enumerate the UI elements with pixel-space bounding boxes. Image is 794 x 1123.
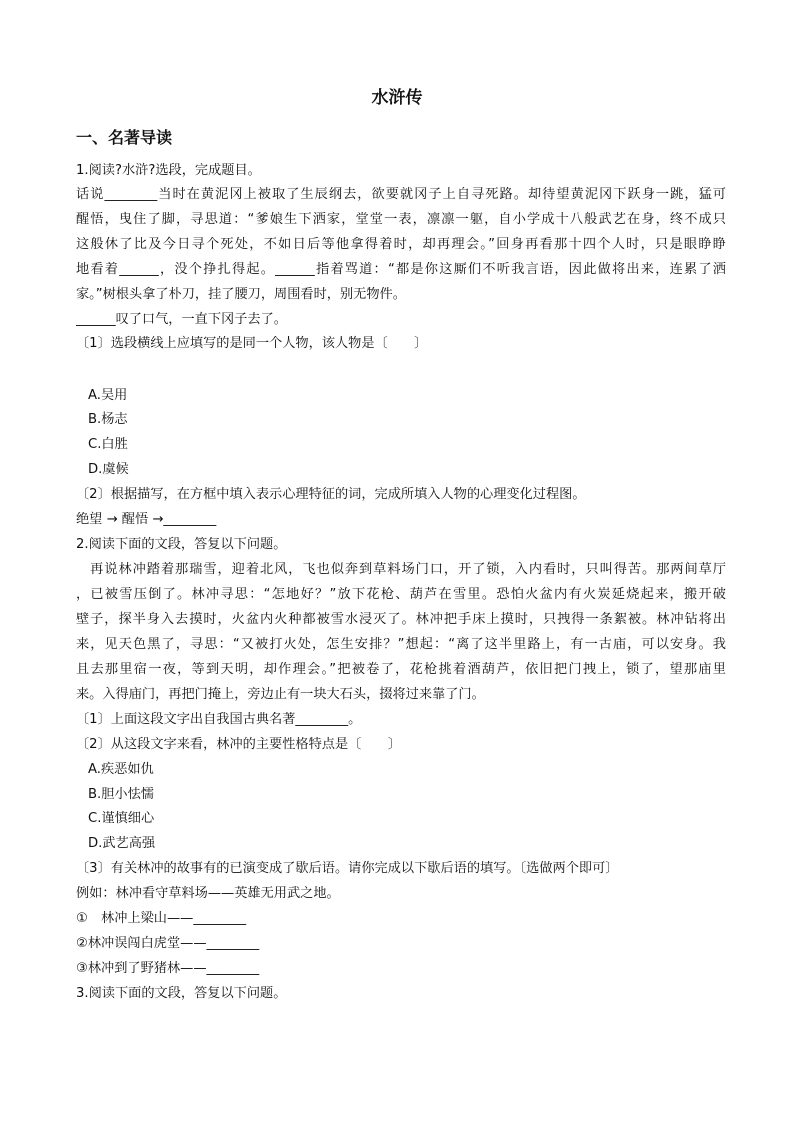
text-line: D.武艺高强	[88, 836, 156, 851]
text-line: ① 林冲上梁山——________	[76, 911, 247, 926]
text-line: 绝望 → 醒悟 →________	[76, 512, 217, 527]
text-line: 这般休了比及今日寻个死处，不如日后等他拿得着时，却再理会。”回身再看那十四个人时，只是眼睁睁	[76, 237, 726, 252]
text-line: 再说林冲踏着那瑞雪，迎着北风，飞也似奔到草料场门口，开了锁，入内看时，只叫得苦。那两间草厅	[76, 562, 726, 577]
text-line: 〔1〕上面这段文字出自我国古典名著________。	[76, 712, 362, 727]
text-line: 来。入得庙门，再把门掩上，旁边止有一块大石头，掇将过来靠了门。	[76, 687, 485, 702]
text-line: B.胆小怯懦	[88, 787, 154, 802]
text-line: D.虞候	[88, 462, 129, 477]
text-line: 〔2〕根据描写，在方框中填入表示心理特征的词，完成所填入人物的心理变化过程图。	[76, 487, 586, 502]
text-line: 地看着______，没个挣扎得起。______指着骂道：“都是你这厮们不听我言语，因此做将出来，连累了洒	[76, 262, 726, 277]
text-line: 2.阅读下面的文段，答复以下问题。	[76, 537, 287, 552]
text-line: C.谨慎细心	[88, 811, 155, 826]
text-line: C.白胜	[88, 437, 128, 452]
text-line: A.吴用	[88, 388, 128, 403]
text-line: 且去那里宿一夜，等到天明，却作理会。”把被卷了，花枪挑着酒葫芦，依旧把门拽上，锁了，望那庙里	[76, 662, 726, 677]
text-line: A.疾恶如仇	[88, 762, 154, 777]
text-line: ③林冲到了野猪林——________	[76, 961, 260, 976]
section-heading: 一、名著导读	[76, 128, 173, 147]
text-line: 例如：林冲看守草料场——英雄无用武之地。	[76, 886, 340, 901]
text-line: ______叹了口气，一直下冈子去了。	[76, 312, 287, 327]
text-line: 1.阅读?水浒?选段，完成题目。	[76, 163, 261, 178]
text-line: 3.阅读下面的文段，答复以下问题。	[76, 986, 287, 1001]
text-line: 话说________当时在黄泥冈上被取了生辰纲去，欲要就冈子上自寻死路。却待望黄泥冈下跃身一跳，猛可	[76, 187, 726, 202]
document-title: 水浒传	[371, 88, 423, 108]
text-line: ，已被雪压倒了。林冲寻思：“怎地好？”放下花枪、葫芦在雪里。恐怕火盆内有火炭延烧起来，搬开破	[76, 587, 726, 602]
text-line: 来，见天色黑了，寻思：“又被打火处，怎生安排？”想起：“离了这半里路上，有一古庙，可以安身。我	[76, 637, 726, 652]
text-line: 〔3〕有关林冲的故事有的已演变成了歇后语。请你完成以下歇后语的填写。〔选做两个即可〕	[76, 861, 619, 876]
text-line: B.杨志	[88, 412, 128, 427]
text-line: 〔1〕选段横线上应填写的是同一个人物，该人物是〔 〕	[76, 336, 428, 351]
text-line: 壁子，探半身入去摸时，火盆内火种都被雪水浸灭了。林冲把手床上摸时，只拽得一条絮被。林冲钻将出	[76, 612, 726, 627]
text-line: ②林冲误闯白虎堂——________	[76, 936, 260, 951]
text-line: 家。”树根头拿了朴刀，挂了腰刀，周围看时，别无物件。	[76, 287, 406, 302]
text-line: 〔2〕从这段文字来看，林冲的主要性格特点是〔 〕	[76, 737, 401, 752]
text-line: 醒悟，曳住了脚，寻思道：“爹娘生下洒家，堂堂一表，凛凛一躯，自小学成十八般武艺在身，终不成只	[76, 212, 726, 227]
